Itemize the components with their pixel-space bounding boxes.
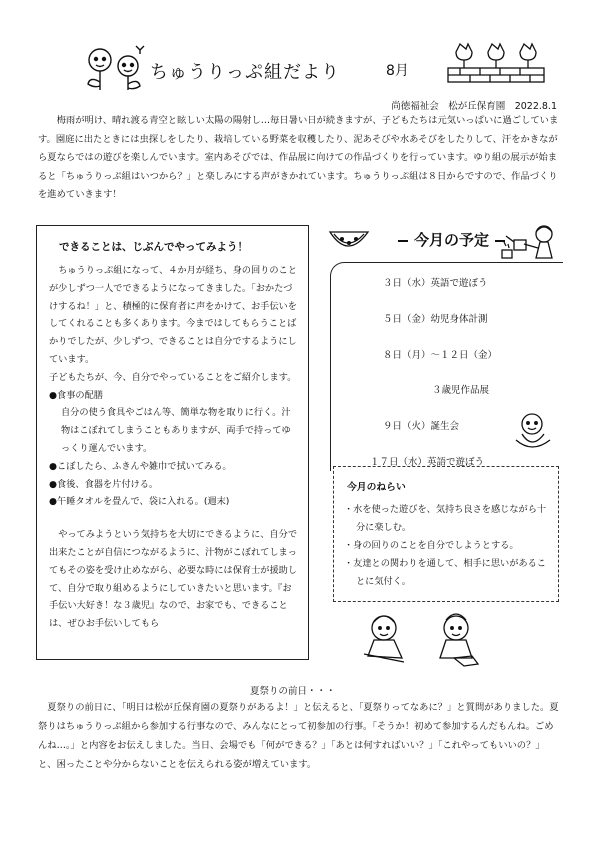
newsletter-title: ちゅうりっぷ組だより [150, 62, 340, 83]
self-help-paragraph-2: 子どもたちが、今、自分でやっていることをご紹介します。 [49, 371, 297, 383]
monthly-goals-box [333, 466, 559, 602]
intro-section [38, 112, 560, 205]
goal-item: ・身の回りのことを自分でしようとする。 [344, 540, 519, 551]
tulip-flowers-illustration [82, 40, 152, 92]
goals-list [344, 501, 548, 591]
bullet-meal-title: ●食事の配膳 [49, 389, 103, 401]
self-help-paragraph-3: やってみようという気持ちを大切にできるように、自分で出来たことが自信につながるように、汁物がこぼれてしまってもその姿を受け止めながら、必要な時には保育士が援助して、自分で取り組めるようにしていきたいと思います。『お手伝い大好き！な３歳児』なので、お家でも、できることは、ぜひお手伝いしてもら [49, 529, 298, 630]
event-item: ３日（水）英語で遊ぼう [383, 278, 488, 289]
goals-heading: 今月のねらい [347, 482, 406, 493]
festival-section [38, 698, 560, 774]
event-item: ５日（金）幼児身体計測 [383, 314, 488, 325]
child-playing-illustration [510, 410, 556, 450]
schedule-title: 今月の予定 [414, 231, 490, 249]
organization-date: 尚徳福祉会 松が丘保育園 2022.8.1 [391, 101, 557, 112]
bullet-clear-dishes: ●食後、食器を片付ける。 [49, 478, 159, 490]
bullet-fold-towel: ●午睡タオルを畳んで、袋に入れる。(週末) [49, 496, 230, 508]
festival-paragraph: 夏祭りの前日に、「明日は松が丘保育園の夏祭りがあるよ！」と伝えると、「夏祭りってなあに？」と質問がありました。夏祭りはちゅうりっぷ組から参加する行事なので、みんなにとって初参加の行事。「そうか！初めて参加するんだもんね。ごめんね…。」と内容をお伝えしました。当日、会場でも「何ができる？」「あとは何すればいい？」「これやってもいいの？」と、困ったことや分からないことを伝えられる姿が増えています。 [38, 702, 559, 770]
self-help-heading: できることは、じぶんでやってみよう！ [59, 241, 248, 253]
children-cleaning-illustration [354, 608, 504, 668]
self-help-paragraph-1: ちゅうりっぷ組になって、４か月が経ち、身の回りのことが少しずつ一人でできるようになってきました。「おかたづけするね！」と、積極的に保育者に声をかけて、お手伝いをしてくれることも多くあります。今まではしてもらうことばかりでしたが、少しずつ、できることは自分でするようにしています。 [49, 265, 297, 365]
intro-paragraph: 梅雨が明け、晴れ渡る青空と眩しい太陽の陽射し…毎日暑い日が続きますが、子どもたちは元気いっぱいに過ごしています。園庭に出たときには虫探しをしたり、栽培している野菜を収穫したり、泥あそびや水あそびをしたりして、汗をかきながら夏ならではの遊びを楽しんでいます。室内あそびでは、作品展に向けての作品づくりを行っています。ゆり組の展示が始まると「ちゅうりっぷ組はいつから？」と楽しみにする声がきかれています。ちゅうりっぷ組は８日からですので、作品づくりを進めていきます！ [38, 115, 559, 200]
event-item: ９日（火）誕生会 [383, 421, 460, 432]
event-item: ８日（月）～１２日（金） [383, 350, 498, 361]
goal-item: ・友達との関わりを通して、相手に思いがあることに気付く。 [344, 558, 546, 587]
schedule-title-wrap [392, 229, 511, 250]
bullet-meal-text: 自分の使う食具やごはん等、簡単な物を取りに行く。汁物はこぼれてしまうこともありますが、両手で持ってゆっくり運んでいます。 [61, 407, 291, 454]
tulip-brick-wall-illustration [446, 40, 546, 84]
watermelon-illustration [328, 226, 370, 258]
newsletter-month: 8月 [386, 63, 409, 79]
goal-item: ・水を使った遊びを、気持ち良さを感じながら十分に楽しむ。 [344, 504, 547, 533]
event-item: ３歳児作品展 [432, 385, 490, 396]
event-item: １７日（水）英語で遊ぼう [370, 457, 485, 468]
bullet-wipe: ●こぼしたら、ふきんや雑巾で拭いてみる。 [49, 460, 232, 472]
festival-heading: 夏祭りの前日・・・ [250, 686, 336, 697]
self-help-box [36, 225, 309, 660]
child-watering-illustration [500, 222, 562, 262]
